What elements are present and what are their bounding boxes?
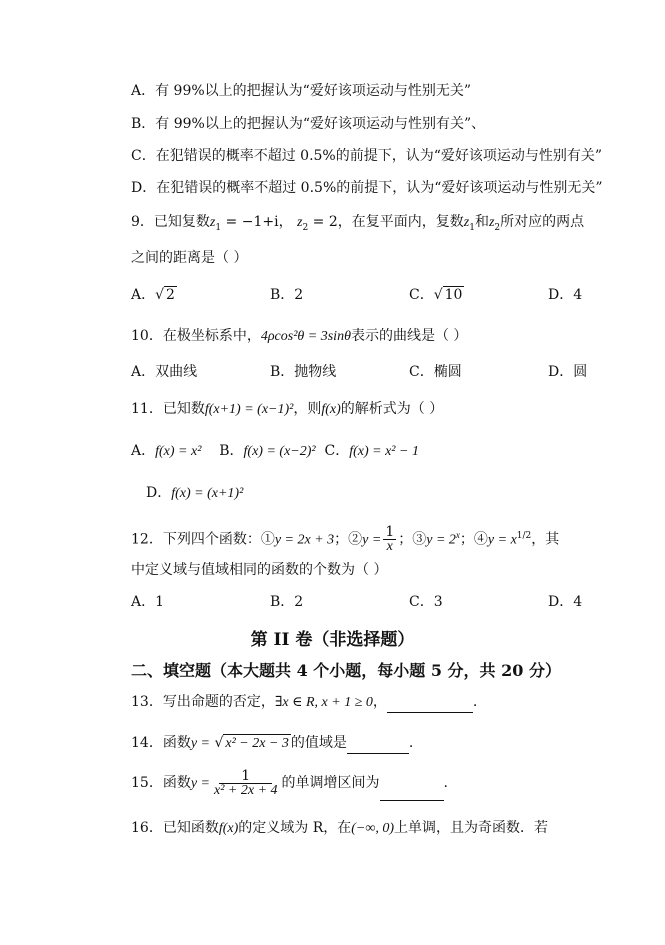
q10-option-b: B．抛物线 <box>270 364 337 380</box>
q16-fx: f(x) <box>218 821 239 836</box>
q10-option-d: D．圆 <box>548 364 588 380</box>
q15-answer-blank[interactable] <box>380 786 444 801</box>
q9-option-c-value: 10 <box>444 287 463 303</box>
q11-option-d: f(x) = (x+1)² <box>171 486 244 501</box>
q15-period: . <box>443 775 448 791</box>
q14-radicand: x² − 2x − 3 <box>225 736 289 751</box>
q11-options-row <box>131 441 419 462</box>
q9-z1-value: = −1+i <box>221 214 279 230</box>
q11-stem <box>131 399 443 420</box>
q12-stem-line2: 中定义域与值域相同的函数的个数为（ ） <box>131 562 388 578</box>
q12-function-4: y = x <box>487 532 517 548</box>
q11-option-c: f(x) = x² − 1 <box>349 444 419 459</box>
q11-option-a: f(x) = x² <box>155 444 202 459</box>
q10-stem-text: 10．在极坐标系中， <box>131 328 261 344</box>
q11-option-d-row <box>146 483 243 504</box>
q12-mark-2: ；② <box>334 531 363 548</box>
q12-f2-denominator: x <box>386 539 393 555</box>
q13-proposition: ∃x ∈ R, x + 1 ≥ 0 <box>274 695 373 710</box>
q10-stem <box>131 326 467 347</box>
q9-z2-value: = 2 <box>308 214 338 230</box>
q9-stem-line2: 之间的距离是（ ） <box>131 250 248 266</box>
q12-function-1: y = 2x + 3 <box>274 532 335 548</box>
q16 <box>131 818 548 839</box>
q9-and: 和 <box>474 214 489 230</box>
q11-equation: f(x+1) = (x−1)² <box>204 402 294 417</box>
q9-stem-text: 9．已知复数 <box>131 214 210 230</box>
q12-stem-text-b: ，其 <box>531 531 560 548</box>
section2-heading: 二、填空题（本大题共 4 个小题，每小题 5 分，共 20 分） <box>131 661 561 680</box>
q9-stem: 9．已知复数$z_1 = -1+i$， $z_2 = 2$，在复平面内，复数$z_1$和$z_2$所对应的两点 <box>131 214 585 233</box>
q14-answer-blank[interactable] <box>347 739 409 754</box>
q15-denominator: x² + 2x + 4 <box>214 782 278 798</box>
q10-option-c: C．椭圆 <box>409 364 462 380</box>
q8-option-d: D．在犯错误的概率不超过 0.5%的前提下，认为“爱好该项运动与性别无关” <box>131 180 603 196</box>
q9-option-a: A．√ 2 <box>131 287 175 303</box>
q9-option-c: C．√ 10 <box>409 287 463 303</box>
q12-function-3-exponent: x <box>455 530 460 540</box>
q15 <box>131 766 448 801</box>
q16-stem-text: 16．已知函数 <box>131 820 219 836</box>
q15-lhs: y = <box>190 776 210 791</box>
q15-fraction <box>212 769 280 798</box>
q11-fx: f(x) <box>321 402 341 417</box>
q12-mark-3: ；③ <box>398 531 427 548</box>
q12-function-4-exponent: 1/2 <box>516 531 532 541</box>
q15-stem-text: 15．函数 <box>131 775 191 791</box>
q16-interval: (−∞, 0) <box>351 821 395 836</box>
q12-option-a: A．1 <box>131 594 165 610</box>
q12-stem-text: 12．下列四个函数： <box>131 531 261 548</box>
part2-title: 第 II 卷（非选择题） <box>250 630 415 650</box>
q8-option-a: A．有 99%以上的把握认为“爱好该项运动与性别无关” <box>131 83 471 99</box>
q12-function-3: y = 2 <box>426 532 456 548</box>
q9-stem-text-c: 所对应的两点 <box>500 214 585 230</box>
q11-option-a-label: A． <box>131 443 156 459</box>
q13-period: . <box>472 694 478 710</box>
q13-comma: ， <box>372 694 387 710</box>
q9-option-a-value: 2 <box>166 287 175 303</box>
q16-stem-text-b: 的定义域为 R，在 <box>238 820 352 836</box>
q14-lhs: y = <box>190 736 210 751</box>
q12-option-c: C．3 <box>409 594 443 610</box>
q13 <box>131 692 477 713</box>
q12-mark-1: ① <box>260 531 275 548</box>
q10-option-a: A．双曲线 <box>131 364 198 380</box>
q10-equation: 4ρcos²θ = 3sinθ <box>260 329 351 344</box>
q11-stem-text: 11．已知数 <box>131 401 205 417</box>
q8-option-c: C．在犯错误的概率不超过 0.5%的前提下，认为“爱好该项运动与性别有关” <box>131 148 603 164</box>
q12-option-b: B．2 <box>270 594 304 610</box>
q12-stem <box>131 522 559 554</box>
q9-option-b: B．2 <box>270 287 304 303</box>
q14-stem-text-b: 的值域是 <box>290 735 347 751</box>
q11-option-c-label: C． <box>324 443 350 459</box>
q14: 14．函数y = √ x² − 2x − 3 的值域是 . <box>131 733 413 754</box>
q12-f2-numerator: 1 <box>385 524 395 541</box>
q12-function-2-lhs: y = <box>362 532 382 548</box>
q10-stem-text-b: 表示的曲线是（ ） <box>350 328 468 344</box>
q11-option-b-label: B． <box>219 443 244 459</box>
q15-numerator: 1 <box>219 769 272 784</box>
q8-option-b: B．有 99%以上的把握认为“爱好该项运动与性别有关”、 <box>131 116 486 132</box>
q15-stem-text-b: 的单调增区间为 <box>281 775 380 791</box>
q9-stem-text-b: ，在复平面内，复数 <box>337 214 464 230</box>
q12-option-d: D．4 <box>548 594 583 610</box>
q14-stem-text: 14．函数 <box>131 735 191 751</box>
q12-function-2-fraction <box>383 525 396 554</box>
q9-option-d: D．4 <box>548 287 583 303</box>
q13-answer-blank[interactable] <box>387 698 473 713</box>
q13-stem-text: 13．写出命题的否定， <box>131 694 275 710</box>
q11-stem-text-b: ，则 <box>293 401 322 417</box>
q11-option-d-label: D． <box>146 485 172 501</box>
q14-period: . <box>408 735 414 751</box>
q12-mark-4: ；④ <box>459 531 488 548</box>
q11-option-b: f(x) = (x−2)² <box>243 444 316 459</box>
q11-stem-text-c: 的解析式为（ ） <box>340 401 444 417</box>
q16-stem-text-c: 上单调，且为奇函数．若 <box>394 820 549 836</box>
q9-option-a-label: A． <box>131 287 156 303</box>
q9-option-c-label: C． <box>409 287 434 303</box>
